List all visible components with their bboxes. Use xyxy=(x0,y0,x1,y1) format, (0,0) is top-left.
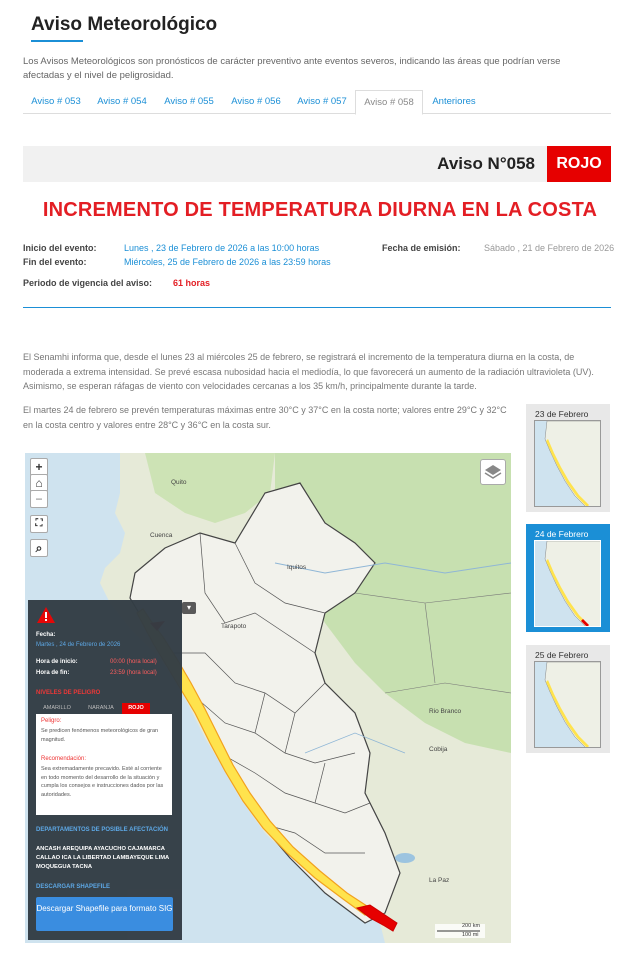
tab-aviso-058[interactable]: Aviso # 058 xyxy=(355,90,423,115)
tab-aviso-057[interactable]: Aviso # 057 xyxy=(297,96,347,107)
divider xyxy=(23,307,611,308)
home-icon[interactable]: ⌂ xyxy=(30,474,48,492)
fin-value: Miércoles, 25 de Febrero de 2026 a las 23:59 horas xyxy=(124,257,331,267)
map-label-cobija: Cobija xyxy=(429,746,448,753)
panel-fecha-label: Fecha: xyxy=(36,632,56,638)
thumbnail-24-feb[interactable] xyxy=(526,524,610,632)
peligro-label: Peligro: xyxy=(41,718,62,724)
aviso-level-badge: ROJO xyxy=(547,146,611,182)
collapse-icon[interactable]: ▾ xyxy=(182,602,196,614)
tab-aviso-056[interactable]: Aviso # 056 xyxy=(231,96,281,107)
nivel-amarillo: AMARILLO xyxy=(43,705,71,711)
search-icon[interactable]: ⌕ xyxy=(30,539,48,557)
shape-title: DESCARGAR SHAPEFILE xyxy=(36,884,111,890)
tab-aviso-055[interactable]: Aviso # 055 xyxy=(164,96,214,107)
vigencia-value: 61 horas xyxy=(173,278,211,288)
panel-fin-value: 23:59 (hora local) xyxy=(110,670,157,676)
map-label-iquitos: Iquitos xyxy=(287,564,307,571)
inicio-value: Lunes , 23 de Febrero de 2026 a las 10:00 horas xyxy=(124,243,320,253)
peligro-text: Se predicen fenómenos meteorológicos de gran magnitud. xyxy=(41,728,159,743)
recomendacion-text: Sea extremadamente precavido. Esté al corriente en todo momento del desarrollo de la situación y cumpla los consejos e instrucciones dados por las autoridades. xyxy=(41,766,164,798)
description-paragraph-1: El Senamhi informa que, desde el lunes 23 al miércoles 25 de febrero, se registrará el incremento de la temperatura diurna en la costa, de moderada a extrema intensidad. Se prevé escasa nubosidad hacia el mediodía, lo que favorecerá un aumento de la radiación ultravioleta (UV). Asimismo, se esperan ráfagas de viento con velocidades cercanas a los 35 km/h, principalmente durante la tarde. xyxy=(23,352,594,391)
map-label-la-paz: La Paz xyxy=(429,877,450,884)
zoom-out-button[interactable]: − xyxy=(30,490,48,508)
fullscreen-icon[interactable]: ⛶ xyxy=(30,515,48,533)
fin-label: Fin del evento: xyxy=(23,257,87,267)
thumbnail-label: 24 de Febrero xyxy=(535,529,589,539)
nivel-naranja: NARANJA xyxy=(88,705,114,711)
title-underline xyxy=(31,40,83,42)
thumbnail-map xyxy=(534,540,601,627)
intro-text: Los Avisos Meteorológicos son pronósticos de carácter preventivo ante eventos severos, indicando las áreas que podrían verse afectadas y el nivel de peligrosidad. xyxy=(23,56,561,81)
niveles-title: NIVELES DE PELIGRO xyxy=(36,690,101,696)
aviso-tabs xyxy=(23,90,611,114)
recomendacion-label: Recomendación: xyxy=(41,756,87,762)
thumbnail-label: 23 de Febrero xyxy=(535,409,589,419)
download-shapefile-button[interactable]: Descargar Shapefile para formato SIG xyxy=(36,897,173,931)
page-title: Aviso Meteorológico xyxy=(31,14,218,35)
tab-aviso-053[interactable]: Aviso # 053 xyxy=(31,96,81,107)
tab-aviso-054[interactable]: Aviso # 054 xyxy=(97,96,147,107)
thumbnail-23-feb[interactable] xyxy=(526,404,610,512)
aviso-header-bar xyxy=(23,146,611,182)
deptos-list: ANCASH AREQUIPA AYACUCHO CAJAMARCA CALLAO ICA LA LIBERTAD LAMBAYEQUE LIMA MOQUEGUA TACNA xyxy=(36,846,169,870)
panel-inicio-value: 00:00 (hora local) xyxy=(110,659,157,665)
layers-icon[interactable] xyxy=(480,459,506,485)
panel-fecha-value: Martes , 24 de Febrero de 2026 xyxy=(36,642,121,648)
panel-inicio-label: Hora de inicio: xyxy=(36,659,78,665)
panel-fin-label: Hora de fin: xyxy=(36,670,70,676)
scale-km: 200 km xyxy=(462,923,481,929)
map-label-quito: Quito xyxy=(171,479,187,486)
nivel-rojo: ROJO xyxy=(122,703,150,714)
description-paragraph-2: El martes 24 de febrero se prevén temperaturas máximas entre 30°C y 37°C en la costa norte; valores entre 29°C y 32°C en la costa centro y valores entre 28°C y 36°C en la costa sur. xyxy=(23,405,507,430)
map-label-rio-branco: Rio Branco xyxy=(429,708,462,715)
vigencia-label: Periodo de vigencia del aviso: xyxy=(23,278,153,288)
thumbnail-25-feb[interactable] xyxy=(526,645,610,753)
map-label-cuenca: Cuenca xyxy=(150,532,173,539)
deptos-title: DEPARTAMENTOS DE POSIBLE AFECTACIÓN xyxy=(36,827,169,833)
map-label-tarapoto: Tarapoto xyxy=(221,623,247,630)
thumbnail-map xyxy=(534,661,601,748)
aviso-headline: INCREMENTO DE TEMPERATURA DIURNA EN LA COSTA xyxy=(42,199,598,221)
inicio-label: Inicio del evento: xyxy=(23,243,97,253)
emision-label: Fecha de emisión: xyxy=(382,243,461,253)
aviso-number: Aviso N°058 xyxy=(437,154,535,173)
scale-mi: 100 mi xyxy=(462,932,479,938)
peligro-box xyxy=(36,714,172,815)
thumbnail-map xyxy=(534,420,601,507)
warning-icon xyxy=(36,606,56,624)
tab-anteriores[interactable]: Anteriores xyxy=(432,96,476,107)
zoom-in-button[interactable]: + xyxy=(30,458,48,476)
emision-value: Sábado , 21 de Febrero de 2026 xyxy=(484,243,615,253)
thumbnail-label: 25 de Febrero xyxy=(535,650,589,660)
